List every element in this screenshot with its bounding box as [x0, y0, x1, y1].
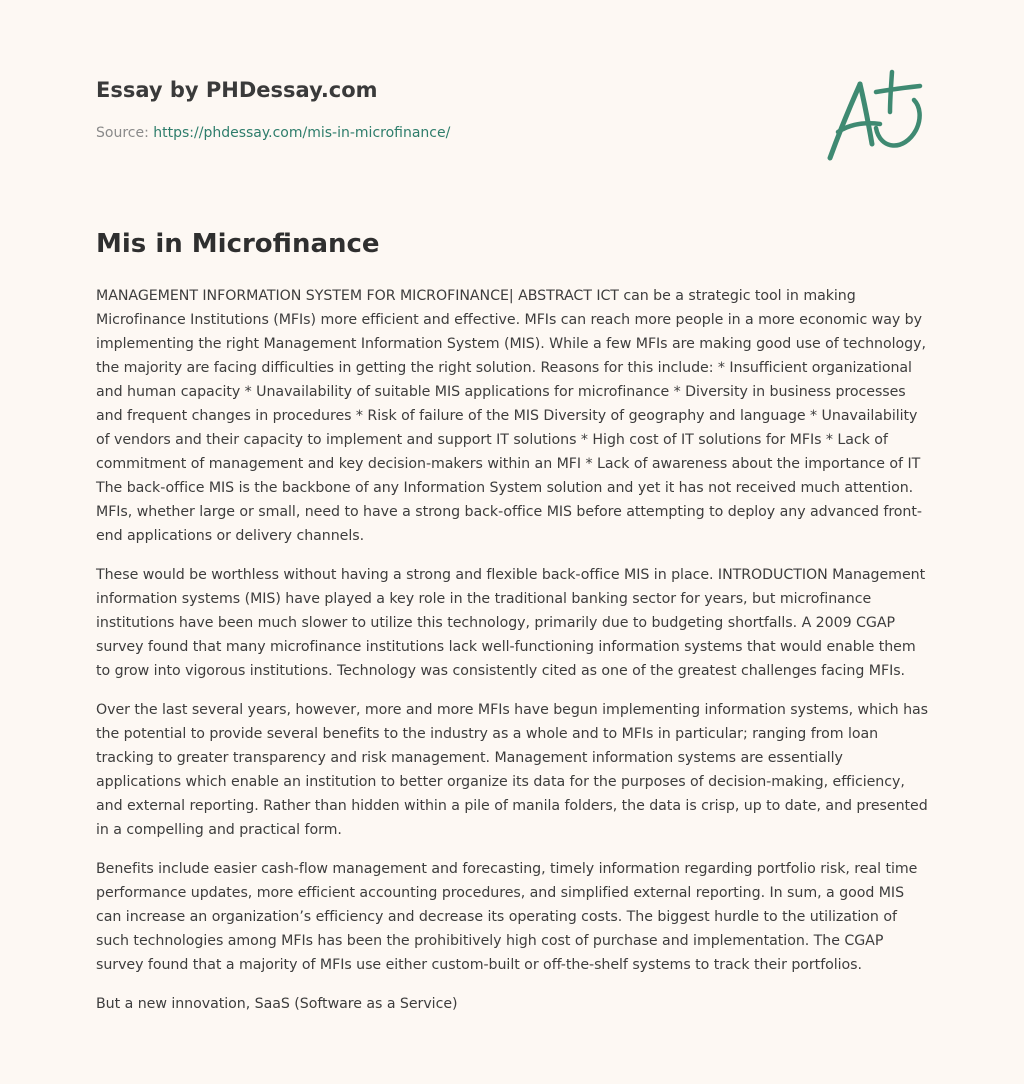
page-header [96, 76, 796, 143]
source-label: Source: [96, 125, 149, 141]
essay-content [96, 226, 928, 1031]
source-link[interactable]: https://phdessay.com/mis-in-microfinance/ [153, 125, 451, 141]
essay-paragraph: MANAGEMENT INFORMATION SYSTEM FOR MICROFINANCE| ABSTRACT ICT can be a strategic tool in making Microfinance Institutions (MFIs) more efficient and effective. MFIs can reach more people in a more economic way by implementing the right Management Information System (MIS). While a few MFIs are making good use of technology, the majority are facing difficulties in getting the right solution. Reasons for this include: * Insufficient organizational and human capacity * Unavailability of suitable MIS applications for microfinance * Diversity in business processes and frequent changes in procedures * Risk of failure of the MIS Diversity of geography and language * Unavailability of vendors and their capacity to implement and support IT solutions * High cost of IT solutions for MFIs * Lack of commitment of management and key decision-makers within an MFI * Lack of awareness about the importance of IT The back-office MIS is the backbone of any Information System solution and yet it has not received much attention. MFIs, whether large or small, need to have a strong back-office MIS before attempting to deploy any advanced front-end applications or delivery channels. [96, 288, 926, 544]
site-title: Essay by PHDessay.com [96, 78, 378, 102]
a-plus-grade-logo-icon [820, 66, 930, 166]
essay-paragraph: But a new innovation, SaaS (Software as a Service) [96, 996, 458, 1012]
essay-paragraph: Benefits include easier cash-flow management and forecasting, timely information regarding portfolio risk, real time performance updates, more efficient accounting procedures, and simplified external reporting. In sum, a good MIS can increase an organization’s efficiency and decrease its operating costs. The biggest hurdle to the utilization of such technologies among MFIs has been the prohibitively high cost of purchase and implementation. The CGAP survey found that a majority of MFIs use either custom-built or off-the-shelf systems to track their portfolios. [96, 861, 918, 973]
source-line [96, 123, 796, 143]
essay-paragraph: These would be worthless without having a strong and flexible back-office MIS in place. INTRODUCTION Management information systems (MIS) have played a key role in the traditional banking sector for years, but microfinance institutions have been much slower to utilize this technology, primarily due to budgeting shortfalls. A 2009 CGAP survey found that many microfinance institutions lack well-functioning information systems that would enable them to grow into vigorous institutions. Technology was consistently cited as one of the greatest challenges facing MFIs. [96, 567, 926, 679]
essay-title: Mis in Microfinance [96, 229, 380, 259]
essay-paragraph: Over the last several years, however, more and more MFIs have begun implementing information systems, which has the potential to provide several benefits to the industry as a whole and to MFIs in particular; ranging from loan tracking to greater transparency and risk management. Management information systems are essentially applications which enable an institution to better organize its data for the purposes of decision-making, efficiency, and external reporting. Rather than hidden within a pile of manila folders, the data is crisp, up to date, and presented in a compelling and practical form. [96, 702, 929, 838]
